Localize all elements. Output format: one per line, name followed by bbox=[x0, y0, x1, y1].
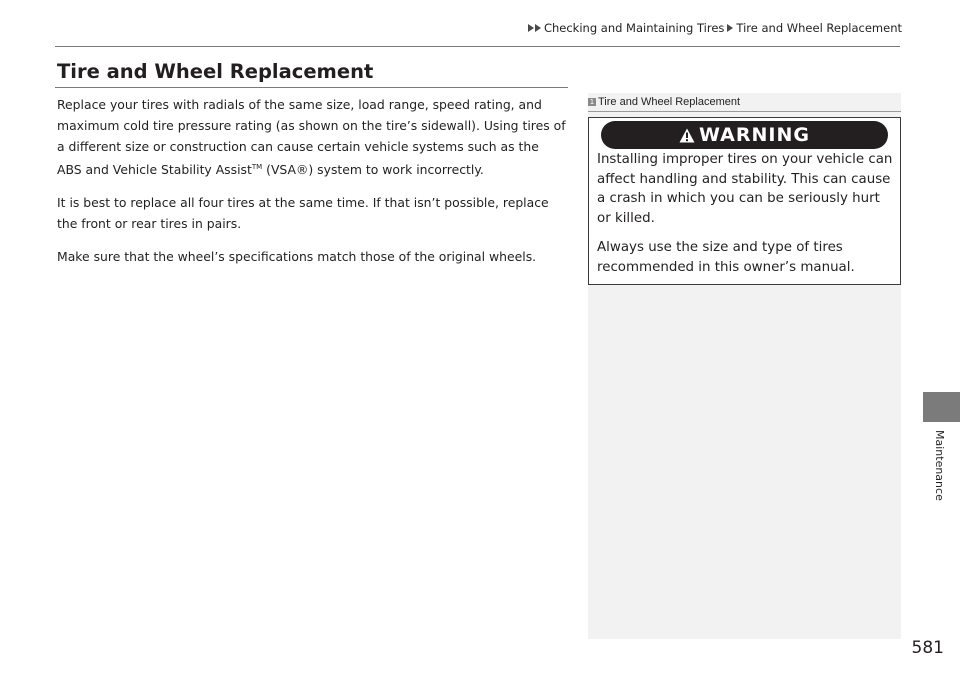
side-note-header bbox=[588, 96, 740, 108]
paragraph: Make sure that the wheel’s specifications match those of the original wheels. bbox=[57, 249, 537, 265]
section-label: Maintenance bbox=[933, 430, 946, 501]
warning-title: WARNING bbox=[699, 124, 810, 146]
warning-banner bbox=[601, 121, 888, 149]
breadcrumb-item[interactable]: Tire and Wheel Replacement bbox=[736, 21, 902, 35]
paragraph: It is best to replace all four tires at the same time. If that isn’t possible, replace the front or rear tires in pairs. bbox=[57, 195, 549, 232]
page-number: 581 bbox=[911, 638, 944, 658]
breadcrumb-arrow-icon bbox=[727, 24, 733, 32]
warning-text: Installing improper tires on your vehicle can affect handling and stability. This can cause a crash in which you can be seriously hurt or killed. bbox=[597, 152, 893, 226]
breadcrumb bbox=[528, 19, 902, 37]
main-content bbox=[57, 94, 567, 279]
paragraph bbox=[57, 94, 567, 180]
trademark-mark: TM bbox=[251, 163, 263, 171]
warning-triangle-icon bbox=[679, 128, 695, 143]
page-title: Tire and Wheel Replacement bbox=[57, 60, 374, 83]
breadcrumb-item[interactable]: Checking and Maintaining Tires bbox=[543, 21, 725, 35]
warning-text: Always use the size and type of tires recommended in this owner’s manual. bbox=[597, 240, 855, 275]
paragraph-text: Replace your tires with radials of the same size, load range, speed rating, and maximum cold tire pressure rating (as shown on the tire’s sidewall). Using tires of a different size or construction can cause certain vehicle systems such as the ABS and Vehicle Stability Assist bbox=[57, 97, 566, 178]
breadcrumb-arrow-icon bbox=[535, 24, 541, 32]
breadcrumb-arrow-icon bbox=[528, 24, 534, 32]
side-note-label: Tire and Wheel Replacement bbox=[598, 96, 741, 108]
warning-body bbox=[597, 150, 895, 287]
title-divider bbox=[55, 87, 568, 88]
side-note-divider bbox=[588, 111, 901, 112]
warning-box bbox=[588, 117, 901, 285]
paragraph-text: (VSA®) system to work incorrectly. bbox=[262, 162, 484, 178]
note-marker-icon: 1 bbox=[589, 98, 595, 106]
header-divider bbox=[55, 46, 900, 47]
section-tab[interactable] bbox=[923, 392, 960, 422]
